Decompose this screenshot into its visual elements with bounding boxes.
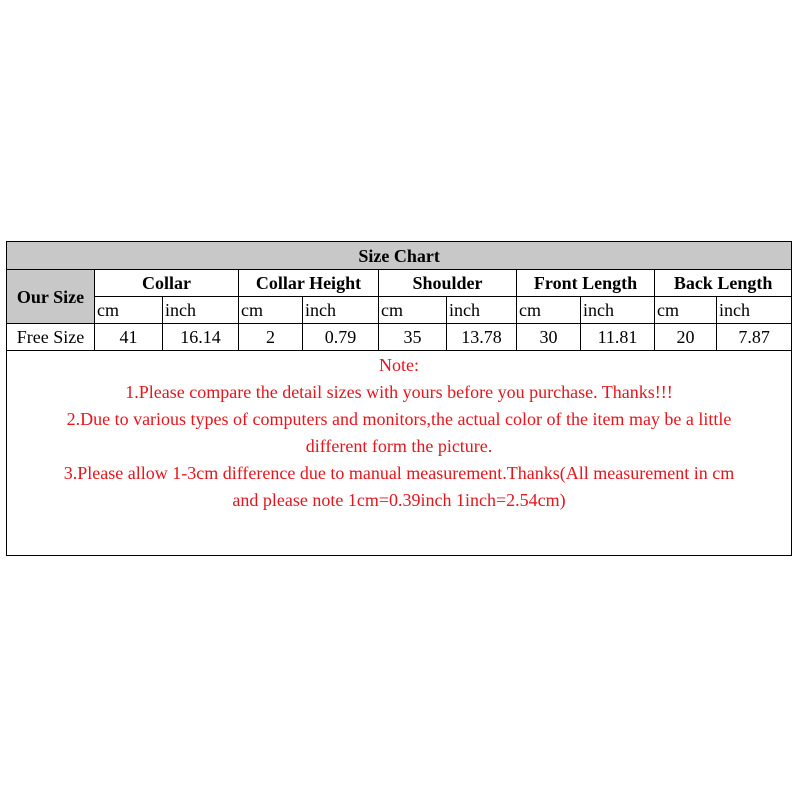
collar-height-inch-value: 0.79 — [303, 324, 379, 351]
front-length-cm-value: 30 — [517, 324, 581, 351]
front-length-unit-inch: inch — [581, 297, 655, 324]
note-line-3a: 3.Please allow 1-3cm difference due to manual measurement.Thanks(All measurement in cm — [63, 463, 735, 483]
notes-section — [7, 352, 791, 514]
collar-height-unit-cm: cm — [239, 297, 303, 324]
collar-height-cm-value: 2 — [239, 324, 303, 351]
shoulder-inch-value: 13.78 — [447, 324, 517, 351]
back-length-header: Back Length — [655, 270, 792, 297]
back-length-unit-cm: cm — [655, 297, 717, 324]
front-length-header: Front Length — [517, 270, 655, 297]
shoulder-unit-inch: inch — [447, 297, 517, 324]
header-row — [7, 270, 792, 297]
size-chart — [6, 241, 792, 556]
back-length-inch-value: 7.87 — [717, 324, 792, 351]
size-chart-title: Size Chart — [7, 242, 792, 270]
note-line-1: 1.Please compare the detail sizes with yours before you purchase. Thanks!!! — [125, 382, 673, 402]
collar-unit-inch: inch — [163, 297, 239, 324]
shoulder-unit-cm: cm — [379, 297, 447, 324]
back-length-unit-inch: inch — [717, 297, 792, 324]
note-heading: Note: — [379, 355, 419, 375]
collar-height-header: Collar Height — [239, 270, 379, 297]
note-line-2b: different form the picture. — [305, 436, 493, 456]
note-line-2a: 2.Due to various types of computers and monitors,the actual color of the item may be a little — [66, 409, 732, 429]
front-length-inch-value: 11.81 — [581, 324, 655, 351]
shoulder-cm-value: 35 — [379, 324, 447, 351]
collar-height-unit-inch: inch — [303, 297, 379, 324]
unit-row — [7, 297, 792, 324]
collar-unit-cm: cm — [95, 297, 163, 324]
our-size-header: Our Size — [7, 270, 95, 324]
collar-inch-value: 16.14 — [163, 324, 239, 351]
size-table — [6, 241, 792, 351]
back-length-cm-value: 20 — [655, 324, 717, 351]
front-length-unit-cm: cm — [517, 297, 581, 324]
note-line-3b: and please note 1cm=0.39inch 1inch=2.54cm) — [232, 490, 566, 510]
row-label-free-size: Free Size — [7, 324, 95, 351]
table-row — [7, 324, 792, 351]
collar-cm-value: 41 — [95, 324, 163, 351]
collar-header: Collar — [95, 270, 239, 297]
shoulder-header: Shoulder — [379, 270, 517, 297]
title-row — [7, 242, 792, 270]
